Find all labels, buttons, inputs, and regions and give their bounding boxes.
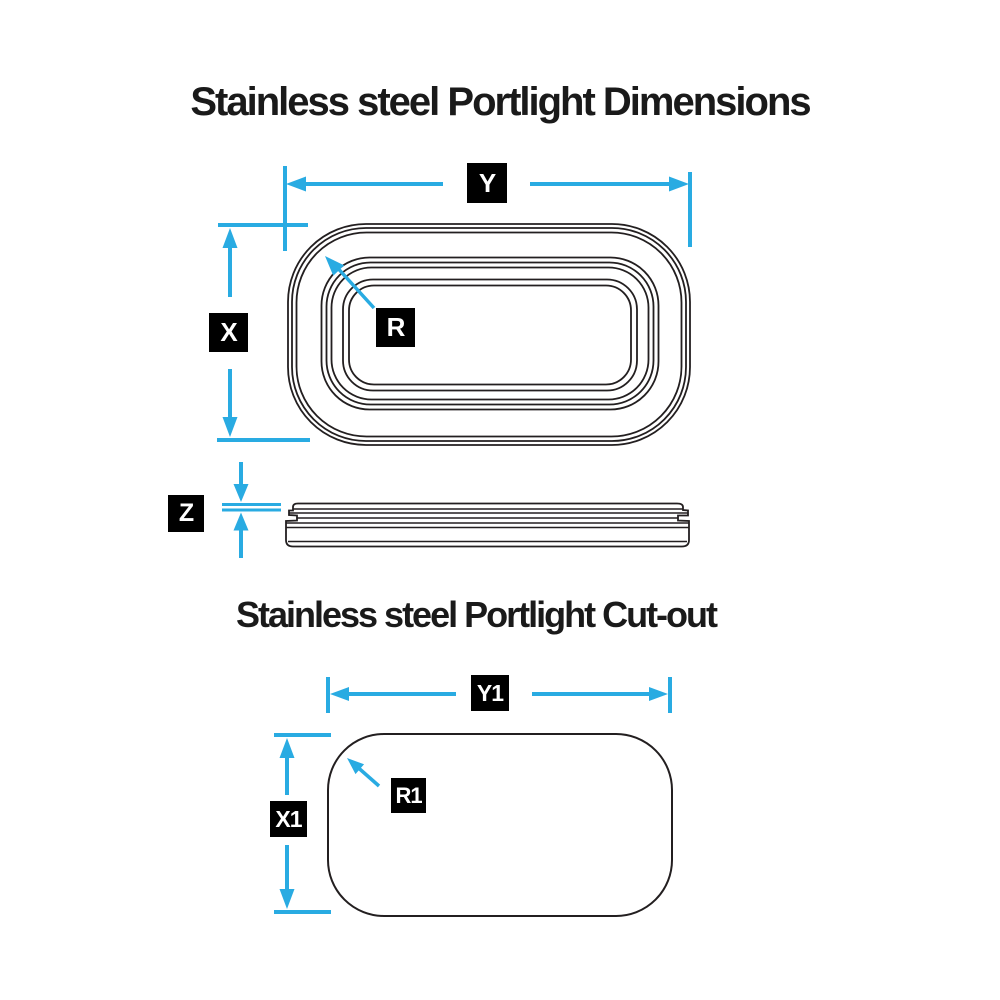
- linework: [286, 224, 690, 916]
- dim-Z: [222, 462, 281, 558]
- page-title-dimensions: Stainless steel Portlight Dimensions: [190, 80, 810, 124]
- arrowhead-down: [223, 417, 238, 437]
- label-width: Y: [467, 163, 507, 203]
- label-cutout-corner-radius: R1: [391, 778, 426, 813]
- arrowhead-up: [234, 513, 249, 531]
- arrowhead-down: [234, 484, 249, 502]
- label-corner-radius: R: [376, 308, 415, 347]
- arrowhead-right: [649, 687, 668, 701]
- label-height: X: [209, 313, 248, 352]
- arrowhead-right: [669, 177, 689, 192]
- label-thickness: Z: [168, 495, 204, 532]
- dim-R1: [343, 753, 379, 786]
- cutout-outline: [328, 734, 672, 916]
- portlight-side-profile: [286, 504, 689, 547]
- label-cutout-width: Y1: [471, 675, 509, 711]
- arrowhead-up: [280, 738, 295, 758]
- page-title-cutout: Stainless steel Portlight Cut-out: [235, 594, 717, 635]
- arrowhead-up: [223, 228, 238, 248]
- label-cutout-height: X1: [270, 801, 307, 837]
- arrowhead-down: [280, 889, 295, 909]
- arrowhead-left: [286, 177, 306, 192]
- arrowhead-left: [330, 687, 349, 701]
